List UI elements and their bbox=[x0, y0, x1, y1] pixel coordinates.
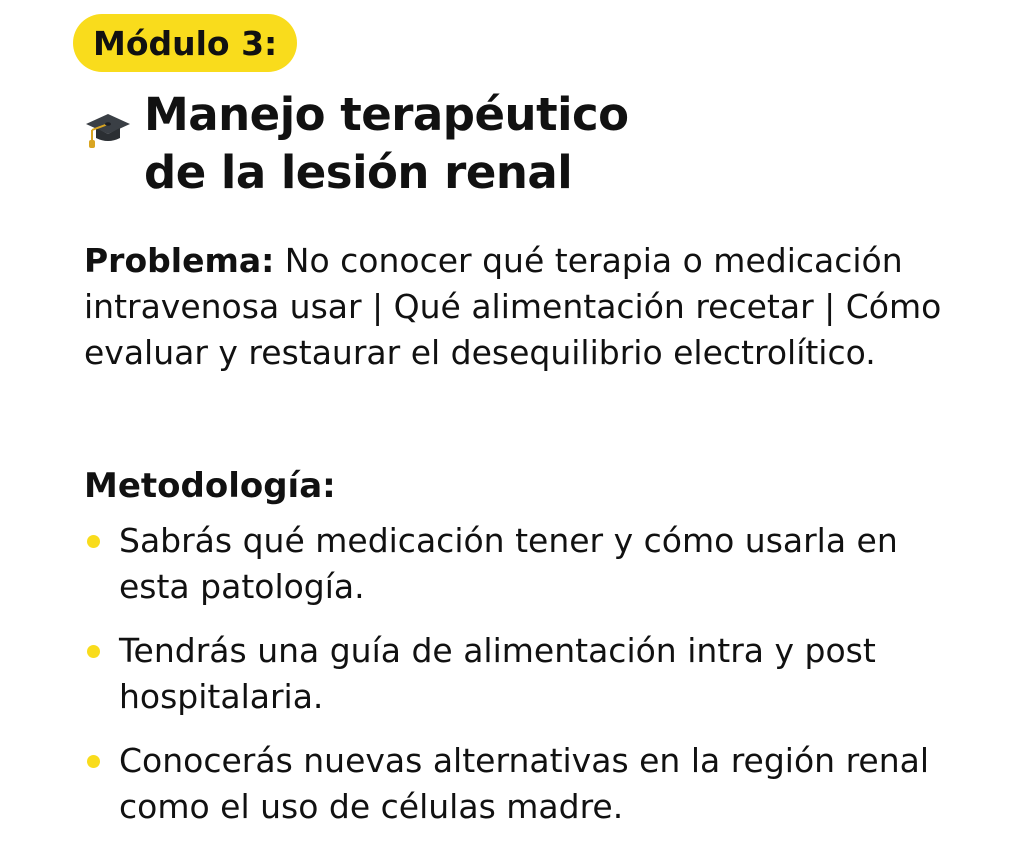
page-title bbox=[144, 86, 629, 202]
module-badge-label: Módulo 3: bbox=[93, 23, 278, 63]
problem-paragraph bbox=[84, 238, 964, 376]
bullet-dot-icon bbox=[87, 645, 100, 658]
methodology-heading: Metodología: bbox=[84, 466, 336, 506]
module-badge bbox=[73, 14, 297, 72]
bullet-dot-icon bbox=[87, 535, 100, 548]
page-title-line-2: de la lesión renal bbox=[144, 146, 573, 199]
list-item bbox=[84, 518, 964, 610]
module-title bbox=[84, 86, 629, 202]
page-title-line-1: Manejo terapéutico bbox=[144, 88, 629, 141]
problem-text: No conocer qué terapia o medicación intravenosa usar | Qué alimentación recetar | Cómo evaluar y restaurar el desequilibrio electrolítico. bbox=[84, 241, 942, 372]
problem-label: Problema: bbox=[84, 241, 275, 280]
list-item-text: Sabrás qué medicación tener y cómo usarla en esta patología. bbox=[119, 521, 898, 606]
list-item bbox=[84, 738, 964, 830]
bullet-dot-icon bbox=[87, 755, 100, 768]
list-item bbox=[84, 628, 964, 720]
methodology-list bbox=[84, 518, 964, 843]
list-item-text: Conocerás nuevas alternativas en la región renal como el uso de células madre. bbox=[119, 741, 930, 826]
list-item-text: Tendrás una guía de alimentación intra y post hospitalaria. bbox=[119, 631, 876, 716]
graduation-cap-icon bbox=[84, 104, 132, 152]
